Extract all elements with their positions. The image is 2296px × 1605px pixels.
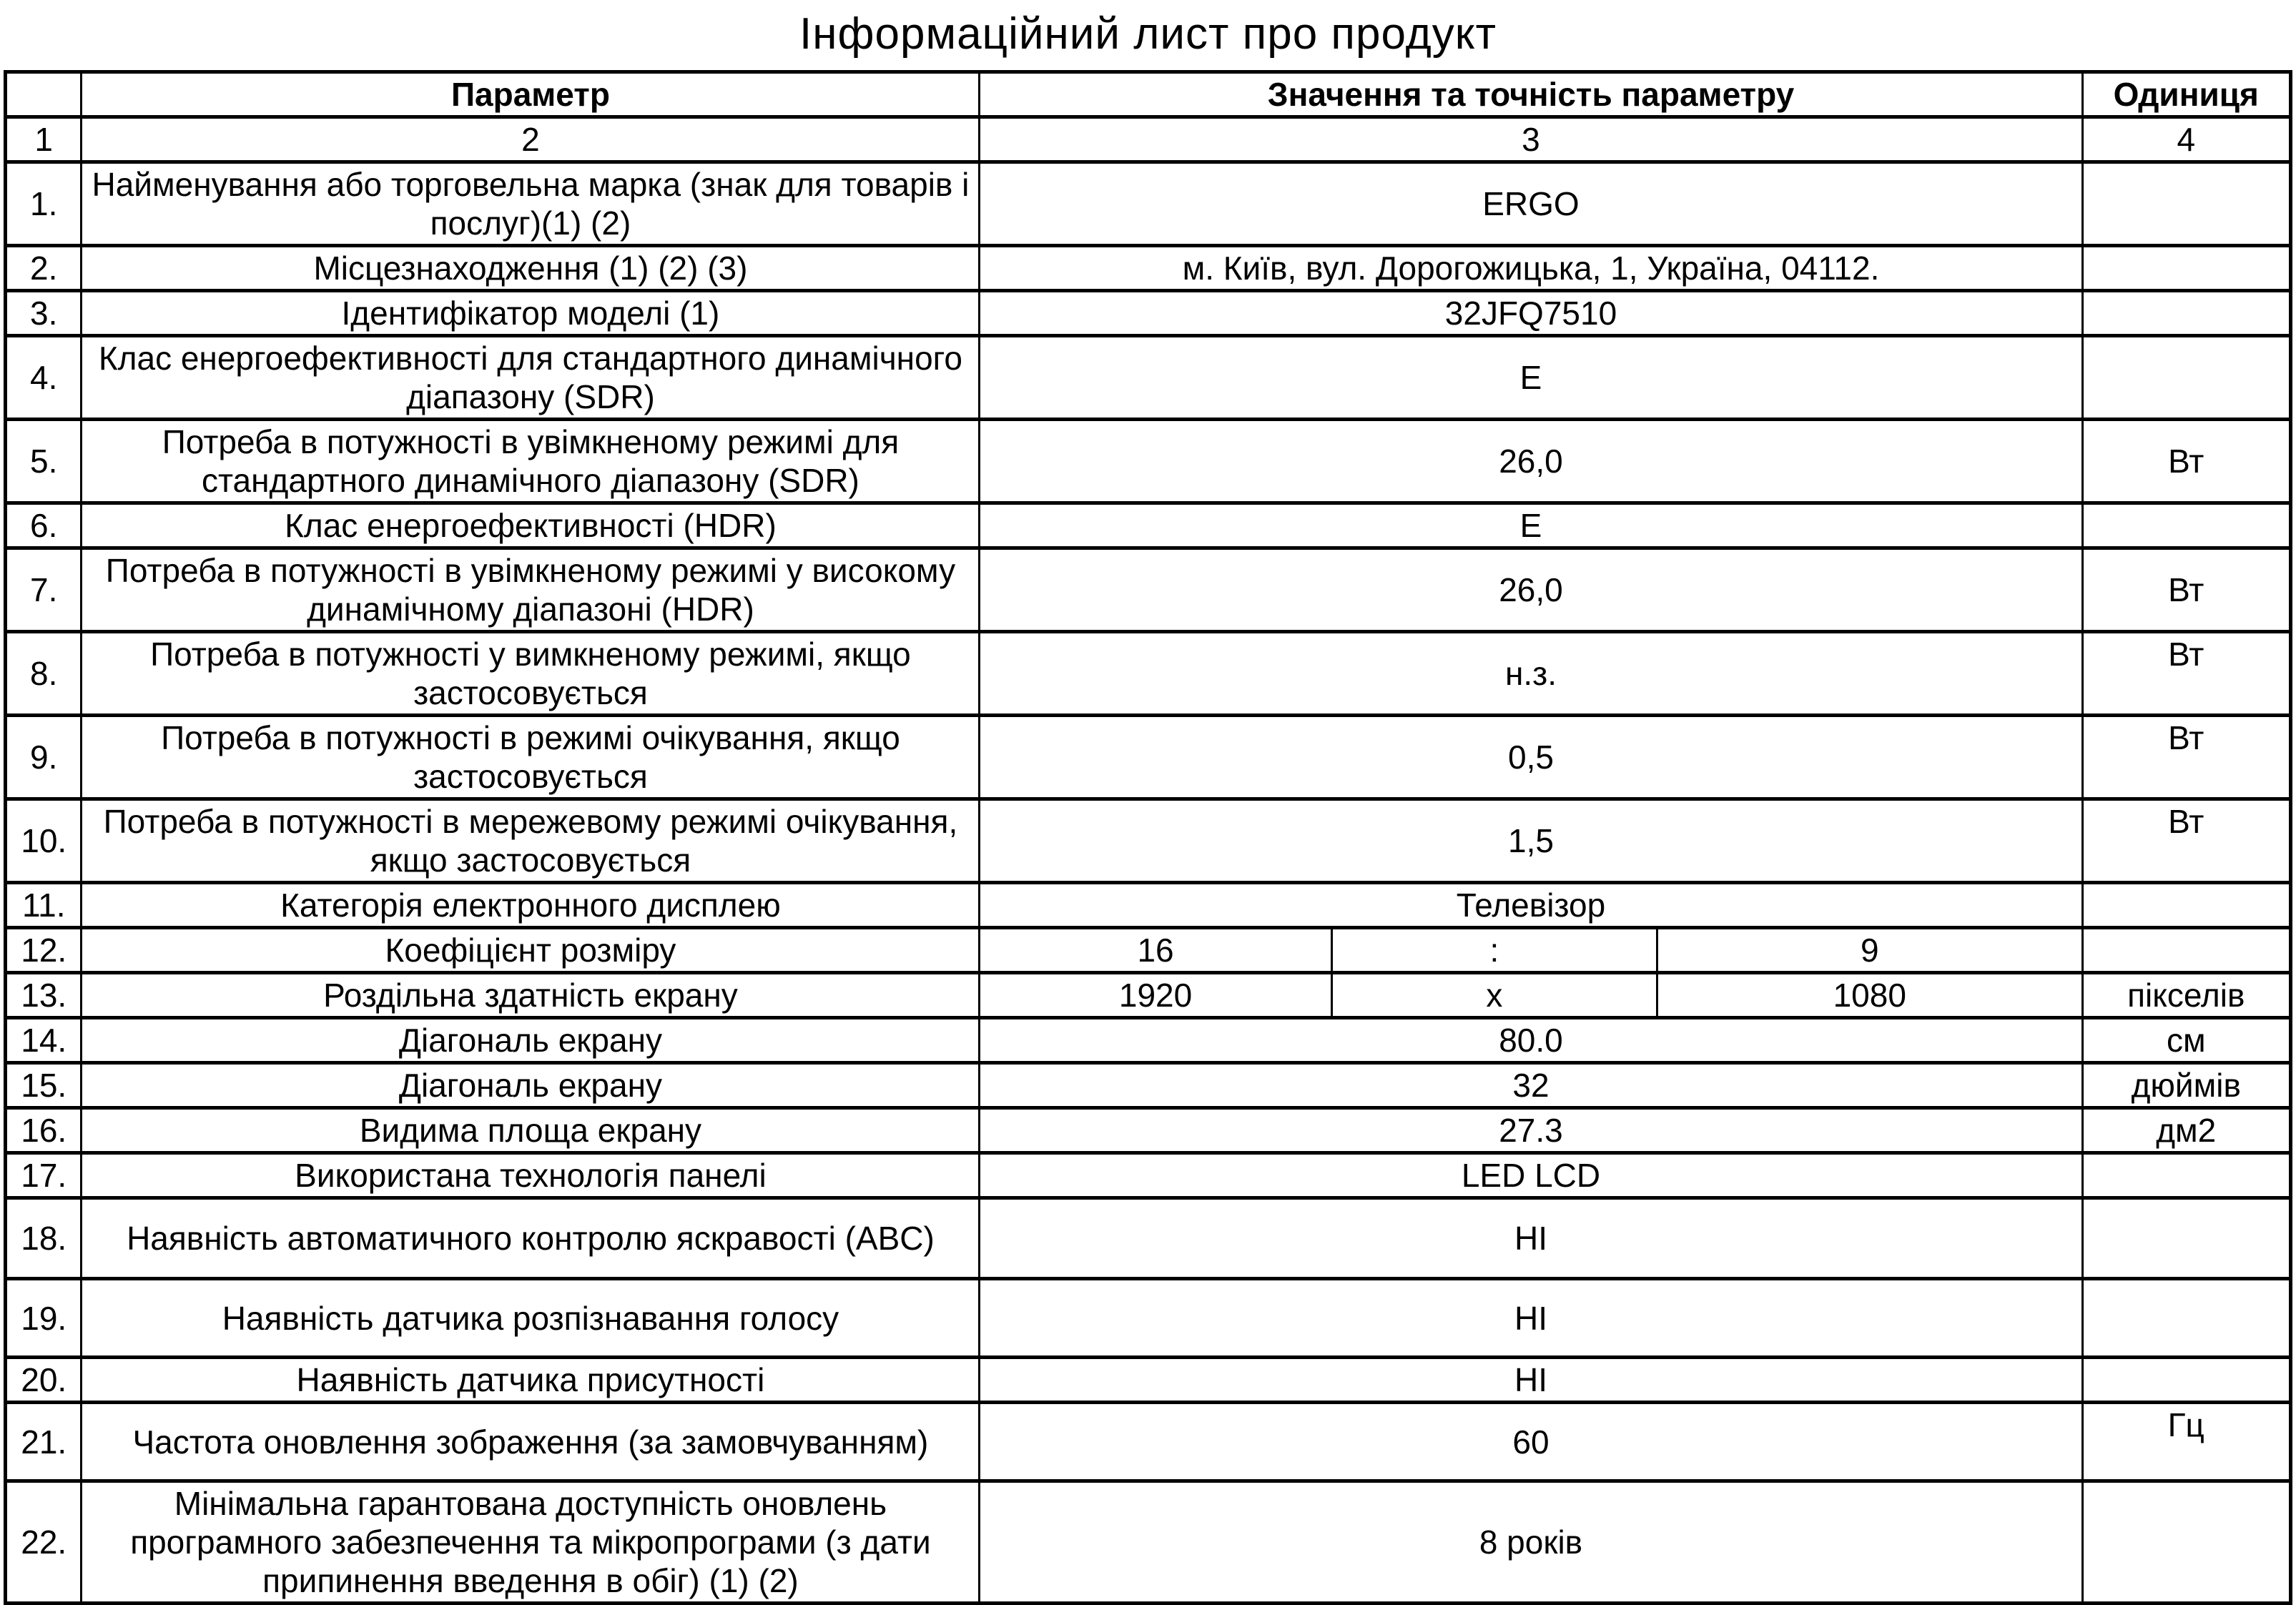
value-part-cell: 1080 [1657, 973, 2082, 1018]
value-cell: НІ [980, 1198, 2082, 1279]
unit-cell: Вт [2082, 799, 2291, 883]
parameter-cell: Мінімальна гарантована доступність оновлень програмного забезпечення та мікропрограми (з дати припинення введення в обіг) (1) (2) [82, 1481, 980, 1604]
unit-cell [2082, 1153, 2291, 1198]
table-row [6, 548, 2291, 632]
value-cell: НІ [980, 1358, 2082, 1403]
value-cell: LED LCD [980, 1153, 2082, 1198]
unit-cell [2082, 503, 2291, 548]
parameter-cell: Частота оновлення зображення (за замовчуванням) [82, 1403, 980, 1481]
table-row [6, 420, 2291, 503]
table-row [6, 928, 2291, 973]
value-cell: 8 років [980, 1481, 2082, 1604]
unit-cell [2082, 1481, 2291, 1604]
page-title: Інформаційний лист про продукт [799, 9, 1497, 59]
row-number-cell: 5. [6, 420, 82, 503]
column-numbering-row [6, 117, 2291, 162]
row-number-cell: 6. [6, 503, 82, 548]
column-number: 3 [980, 117, 2082, 162]
parameter-cell: Наявність автоматичного контролю яскравості (ABC) [82, 1198, 980, 1279]
table-row [6, 973, 2291, 1018]
table-row [6, 1153, 2291, 1198]
table-row [6, 1108, 2291, 1153]
parameter-cell: Діагональ екрану [82, 1063, 980, 1108]
value-cell: НІ [980, 1279, 2082, 1358]
table-row [6, 632, 2291, 716]
header-empty-cell [6, 72, 82, 117]
row-number-cell: 17. [6, 1153, 82, 1198]
value-part-cell: : [1331, 928, 1657, 973]
row-number-cell: 20. [6, 1358, 82, 1403]
parameter-cell: Потреба в потужності в увімкненому режимі для стандартного динамічного діапазону (SDR) [82, 420, 980, 503]
table-row [6, 1403, 2291, 1481]
header-row [6, 72, 2291, 117]
row-number-cell: 19. [6, 1279, 82, 1358]
parameter-cell: Потреба в потужності в увімкненому режимі у високому динамічному діапазоні (HDR) [82, 548, 980, 632]
unit-cell [2082, 246, 2291, 291]
parameter-cell: Потреба в потужності у вимкненому режимі, якщо застосовується [82, 632, 980, 716]
row-number-cell: 16. [6, 1108, 82, 1153]
row-number-cell: 18. [6, 1198, 82, 1279]
table-row [6, 336, 2291, 420]
unit-cell: см [2082, 1018, 2291, 1063]
value-cell: н.з. [980, 632, 2082, 716]
row-number-cell: 12. [6, 928, 82, 973]
table-row [6, 1481, 2291, 1604]
value-part-cell: 1920 [980, 973, 1331, 1018]
parameter-cell: Наявність датчика присутності [82, 1358, 980, 1403]
row-number-cell: 13. [6, 973, 82, 1018]
value-cell: 1,5 [980, 799, 2082, 883]
value-cell: ERGO [980, 162, 2082, 246]
table-row [6, 1279, 2291, 1358]
parameter-cell: Використана технологія панелі [82, 1153, 980, 1198]
value-cell: 27.3 [980, 1108, 2082, 1153]
unit-cell: Вт [2082, 548, 2291, 632]
value-cell: 80.0 [980, 1018, 2082, 1063]
parameter-cell: Видима площа екрану [82, 1108, 980, 1153]
parameter-cell: Місцезнаходження (1) (2) (3) [82, 246, 980, 291]
column-number: 4 [2082, 117, 2291, 162]
parameter-cell: Роздільна здатність екрану [82, 973, 980, 1018]
row-number-cell: 8. [6, 632, 82, 716]
parameter-cell: Коефіцієнт розміру [82, 928, 980, 973]
unit-cell: дм2 [2082, 1108, 2291, 1153]
unit-cell [2082, 1279, 2291, 1358]
table-row [6, 246, 2291, 291]
value-cell: 26,0 [980, 548, 2082, 632]
unit-cell: Вт [2082, 632, 2291, 716]
value-cell: 0,5 [980, 716, 2082, 799]
unit-cell [2082, 336, 2291, 420]
value-cell: Телевізор [980, 883, 2082, 928]
value-part-cell: х [1331, 973, 1657, 1018]
table-row [6, 1018, 2291, 1063]
parameter-cell: Потреба в потужності в мережевому режимі очікування, якщо застосовується [82, 799, 980, 883]
parameter-cell: Клас енергоефективності для стандартного динамічного діапазону (SDR) [82, 336, 980, 420]
unit-cell [2082, 1198, 2291, 1279]
product-info-table [4, 70, 2292, 1605]
value-cell: 32JFQ7510 [980, 291, 2082, 336]
table-row [6, 1063, 2291, 1108]
value-cell: E [980, 336, 2082, 420]
parameter-cell: Наявність датчика розпізнавання голосу [82, 1279, 980, 1358]
table-row [6, 162, 2291, 246]
column-number: 2 [82, 117, 980, 162]
table-row [6, 291, 2291, 336]
table-row [6, 883, 2291, 928]
header-value: Значення та точність параметру [980, 72, 2082, 117]
row-number-cell: 14. [6, 1018, 82, 1063]
unit-cell: Вт [2082, 420, 2291, 503]
parameter-cell: Найменування або торговельна марка (знак для товарів і послуг)(1) (2) [82, 162, 980, 246]
parameter-cell: Потреба в потужності в режимі очікування, якщо застосовується [82, 716, 980, 799]
row-number-cell: 9. [6, 716, 82, 799]
table-row [6, 799, 2291, 883]
row-number-cell: 4. [6, 336, 82, 420]
row-number-cell: 22. [6, 1481, 82, 1604]
header-unit: Одиниця [2082, 72, 2291, 117]
row-number-cell: 7. [6, 548, 82, 632]
value-cell: E [980, 503, 2082, 548]
value-part-cell: 16 [980, 928, 1331, 973]
row-number-cell: 21. [6, 1403, 82, 1481]
column-number: 1 [6, 117, 82, 162]
value-cell: 26,0 [980, 420, 2082, 503]
unit-cell: Гц [2082, 1403, 2291, 1481]
row-number-cell: 2. [6, 246, 82, 291]
value-part-cell: 9 [1657, 928, 2082, 973]
table-row [6, 1358, 2291, 1403]
unit-cell: пікселів [2082, 973, 2291, 1018]
unit-cell [2082, 162, 2291, 246]
row-number-cell: 11. [6, 883, 82, 928]
parameter-cell: Ідентифікатор моделі (1) [82, 291, 980, 336]
unit-cell: дюймів [2082, 1063, 2291, 1108]
value-cell: 32 [980, 1063, 2082, 1108]
value-cell: м. Київ, вул. Дорогожицька, 1, Україна, 04112. [980, 246, 2082, 291]
parameter-cell: Клас енергоефективності (HDR) [82, 503, 980, 548]
table-row [6, 1198, 2291, 1279]
value-cell: 60 [980, 1403, 2082, 1481]
parameter-cell: Категорія електронного дисплею [82, 883, 980, 928]
parameter-cell: Діагональ екрану [82, 1018, 980, 1063]
unit-cell [2082, 1358, 2291, 1403]
row-number-cell: 10. [6, 799, 82, 883]
unit-cell [2082, 291, 2291, 336]
unit-cell [2082, 928, 2291, 973]
unit-cell: Вт [2082, 716, 2291, 799]
unit-cell [2082, 883, 2291, 928]
row-number-cell: 3. [6, 291, 82, 336]
header-parameter: Параметр [82, 72, 980, 117]
row-number-cell: 15. [6, 1063, 82, 1108]
table-row [6, 503, 2291, 548]
table-row [6, 716, 2291, 799]
row-number-cell: 1. [6, 162, 82, 246]
